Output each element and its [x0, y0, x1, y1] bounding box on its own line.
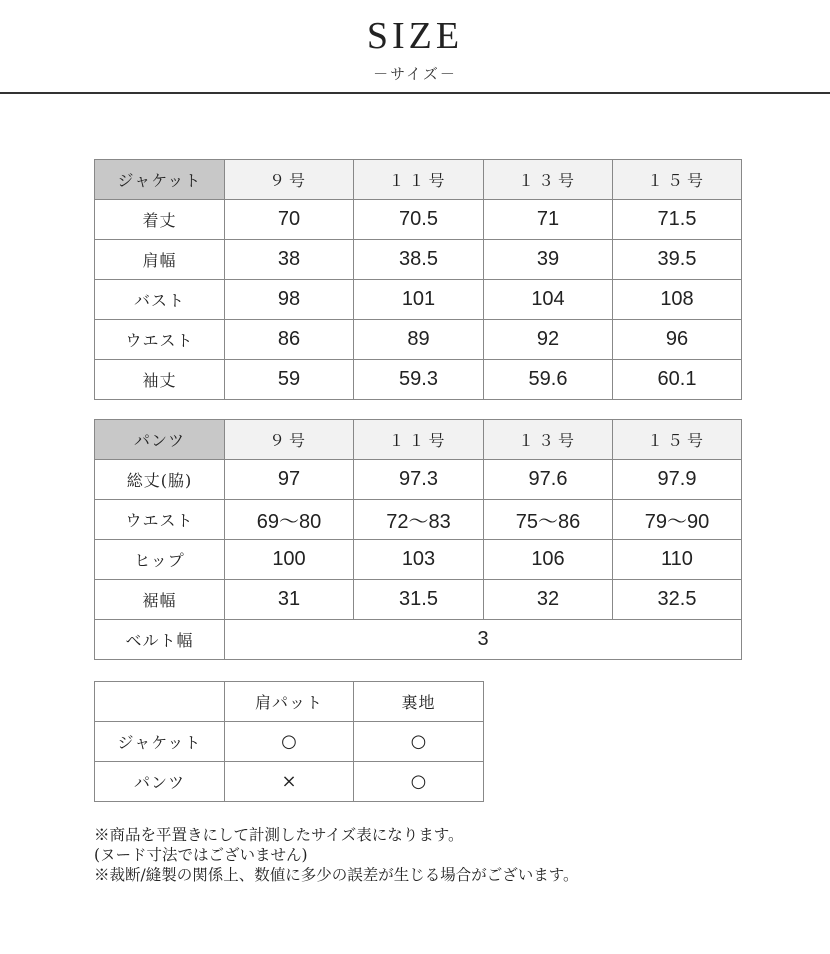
cell-value: 59.6 — [484, 360, 613, 400]
cell-value: 86 — [225, 320, 354, 360]
cell-value: 104 — [484, 280, 613, 320]
cell-value: 89 — [354, 320, 484, 360]
cell-value: 96 — [613, 320, 742, 360]
cell-value: 60.1 — [613, 360, 742, 400]
cell-value: 72～83 — [354, 500, 484, 540]
cell-value: 97.3 — [354, 460, 484, 500]
cell-value: 32.5 — [613, 580, 742, 620]
empty-corner-cell — [95, 682, 225, 722]
cell-value: 97 — [225, 460, 354, 500]
cell-value: ○ — [225, 722, 354, 762]
cell-value: 31 — [225, 580, 354, 620]
cell-value: 92 — [484, 320, 613, 360]
row-label: ジャケット — [95, 722, 225, 762]
table-row — [95, 580, 742, 620]
table-row — [95, 200, 742, 240]
cell-value: 38 — [225, 240, 354, 280]
belt-width-label: ベルト幅 — [95, 620, 225, 660]
table-row — [95, 620, 742, 660]
shoulder-pad-header: 肩パット — [225, 682, 354, 722]
cell-value: ○ — [354, 722, 484, 762]
table-row — [95, 320, 742, 360]
jacket-size-table — [94, 159, 742, 400]
cell-value: 59 — [225, 360, 354, 400]
table-row — [95, 762, 484, 802]
table-header-row — [95, 420, 742, 460]
row-label: 総丈(脇) — [95, 460, 225, 500]
table-row — [95, 360, 742, 400]
table-header-row — [95, 160, 742, 200]
note-line: ※商品を平置きにして計測したサイズ表になります。 — [94, 826, 464, 844]
cell-value: 31.5 — [354, 580, 484, 620]
table-row — [95, 500, 742, 540]
size-11-header: １１号 — [354, 160, 484, 200]
cell-value: 59.3 — [354, 360, 484, 400]
row-label: バスト — [95, 280, 225, 320]
row-label: 着丈 — [95, 200, 225, 240]
cell-value: 100 — [225, 540, 354, 580]
cell-value: 98 — [225, 280, 354, 320]
row-label: ヒップ — [95, 540, 225, 580]
row-label: パンツ — [95, 762, 225, 802]
table-row — [95, 540, 742, 580]
cell-value: 101 — [354, 280, 484, 320]
cell-value: 110 — [613, 540, 742, 580]
cell-value: 75～86 — [484, 500, 613, 540]
cell-value: 70 — [225, 200, 354, 240]
lining-header: 裏地 — [354, 682, 484, 722]
cell-value: 103 — [354, 540, 484, 580]
cell-value: 32 — [484, 580, 613, 620]
row-label: 肩幅 — [95, 240, 225, 280]
cell-value: 71 — [484, 200, 613, 240]
cell-value: 108 — [613, 280, 742, 320]
size-13-header: １３号 — [484, 160, 613, 200]
feature-table — [94, 681, 484, 802]
page-title: SIZE — [366, 15, 464, 57]
table-row — [95, 722, 484, 762]
cell-value: 79～90 — [613, 500, 742, 540]
belt-width-value: 3 — [225, 620, 742, 660]
table-row — [95, 460, 742, 500]
note-line: ※裁断/縫製の関係上、数値に多少の誤差が生じる場合がございます。 — [94, 866, 579, 884]
cell-value: 97.6 — [484, 460, 613, 500]
cell-value: × — [225, 762, 354, 802]
note-line: (ヌード寸法ではございません) — [94, 846, 308, 864]
cell-value: 70.5 — [354, 200, 484, 240]
cell-value: 39 — [484, 240, 613, 280]
size-11-header: １１号 — [354, 420, 484, 460]
cell-value: 106 — [484, 540, 613, 580]
size-13-header: １３号 — [484, 420, 613, 460]
table-header-row — [95, 682, 484, 722]
cell-value: ○ — [354, 762, 484, 802]
row-label: ウエスト — [95, 500, 225, 540]
header-divider — [0, 92, 830, 94]
size-15-header: １５号 — [613, 160, 742, 200]
pants-size-table — [94, 419, 742, 660]
row-label: 袖丈 — [95, 360, 225, 400]
row-label: ウエスト — [95, 320, 225, 360]
size-9-header: ９号 — [225, 160, 354, 200]
jacket-header-label: ジャケット — [95, 160, 225, 200]
table-row — [95, 240, 742, 280]
page-subtitle: －サイズ－ — [373, 65, 457, 83]
cell-value: 39.5 — [613, 240, 742, 280]
pants-header-label: パンツ — [95, 420, 225, 460]
cell-value: 38.5 — [354, 240, 484, 280]
notes — [94, 825, 579, 885]
row-label: 裾幅 — [95, 580, 225, 620]
cell-value: 97.9 — [613, 460, 742, 500]
cell-value: 69～80 — [225, 500, 354, 540]
size-9-header: ９号 — [225, 420, 354, 460]
size-15-header: １５号 — [613, 420, 742, 460]
table-row — [95, 280, 742, 320]
cell-value: 71.5 — [613, 200, 742, 240]
